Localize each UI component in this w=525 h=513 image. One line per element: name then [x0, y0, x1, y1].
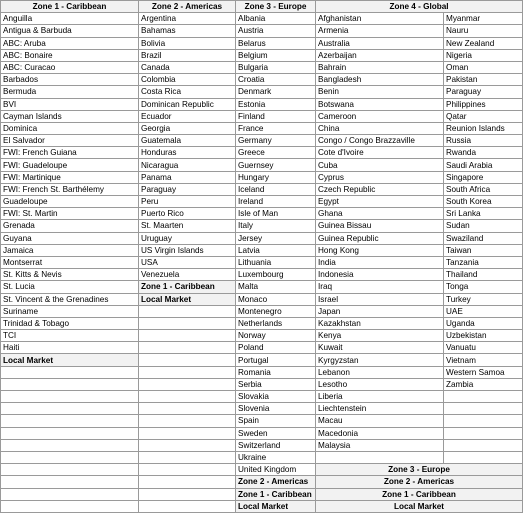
table-row — [1, 415, 523, 427]
zone4-cell: Botswana — [316, 98, 444, 110]
zone1-cell: St. Vincent & the Grenadines — [1, 293, 139, 305]
zone4-cell: Egypt — [316, 196, 444, 208]
zone3-cell: Bulgaria — [236, 61, 316, 73]
zone4-cell: Singapore — [444, 171, 523, 183]
zone4-cell: Malaysia — [316, 439, 444, 451]
zone4-footer-cell: Local Market — [316, 500, 523, 512]
zone2-cell — [139, 464, 236, 476]
zone4-cell: South Africa — [444, 183, 523, 195]
zone4-cell: Liechtenstein — [316, 403, 444, 415]
table-row — [1, 317, 523, 329]
zone4-cell: Uzbekistan — [444, 330, 523, 342]
zone2-cell: Puerto Rico — [139, 208, 236, 220]
zone4-cell: Kazakhstan — [316, 317, 444, 329]
table-row — [1, 37, 523, 49]
zone4-cell: Guinea Republic — [316, 232, 444, 244]
zone3-cell: Isle of Man — [236, 208, 316, 220]
zone4-cell — [444, 439, 523, 451]
table-row — [1, 500, 523, 512]
zone3-cell: Sweden — [236, 427, 316, 439]
table-row — [1, 208, 523, 220]
table-row — [1, 476, 523, 488]
zone2-cell: Argentina — [139, 13, 236, 25]
table-row — [1, 269, 523, 281]
zone2-cell: Bolivia — [139, 37, 236, 49]
zone4-cell: Qatar — [444, 110, 523, 122]
table-row — [1, 220, 523, 232]
zone1-cell: ABC: Curacao — [1, 61, 139, 73]
zone4-cell: Nauru — [444, 25, 523, 37]
zone2-cell: Georgia — [139, 122, 236, 134]
zone2-cell — [139, 415, 236, 427]
zone4-cell: Zambia — [444, 378, 523, 390]
zone4-cell: Indonesia — [316, 269, 444, 281]
zone4-cell: Israel — [316, 293, 444, 305]
zone1-cell: Bermuda — [1, 86, 139, 98]
zone2-cell: Honduras — [139, 147, 236, 159]
table-row — [1, 342, 523, 354]
zone2-cell: Costa Rica — [139, 86, 236, 98]
zone1-cell — [1, 476, 139, 488]
zone3-cell: Slovenia — [236, 403, 316, 415]
zone3-cell: Zone 2 - Americas — [236, 476, 316, 488]
zone1-cell: FWI: Guadeloupe — [1, 159, 139, 171]
zone4-footer-cell: Zone 2 - Americas — [316, 476, 523, 488]
table-row — [1, 171, 523, 183]
zone2-cell — [139, 391, 236, 403]
table-row — [1, 330, 523, 342]
zone4-cell — [444, 427, 523, 439]
zone3-cell: Croatia — [236, 74, 316, 86]
table-row — [1, 183, 523, 195]
zone2-cell: Peru — [139, 196, 236, 208]
zone1-cell: Cayman Islands — [1, 110, 139, 122]
zone2-cell: Local Market — [139, 293, 236, 305]
zone3-cell: Monaco — [236, 293, 316, 305]
zone3-cell: Guernsey — [236, 159, 316, 171]
zone3-cell: Greece — [236, 147, 316, 159]
zone3-cell: Latvia — [236, 244, 316, 256]
zone4-cell: Tonga — [444, 281, 523, 293]
zone2-cell: St. Maarten — [139, 220, 236, 232]
zone4-cell: Lebanon — [316, 366, 444, 378]
zone2-cell: Canada — [139, 61, 236, 73]
zone1-cell — [1, 439, 139, 451]
zone1-cell: FWI: French Guiana — [1, 147, 139, 159]
zone4-cell: Ghana — [316, 208, 444, 220]
zone4-cell: Vanuatu — [444, 342, 523, 354]
zone2-cell: Dominican Republic — [139, 98, 236, 110]
table-row — [1, 110, 523, 122]
zone1-cell: Barbados — [1, 74, 139, 86]
zone4-cell: Macau — [316, 415, 444, 427]
zone4-cell: Rwanda — [444, 147, 523, 159]
zone4-cell: Saudi Arabia — [444, 159, 523, 171]
zone2-cell: Bahamas — [139, 25, 236, 37]
zone4-cell: India — [316, 256, 444, 268]
zone1-cell: St. Kitts & Nevis — [1, 269, 139, 281]
zone4-cell — [444, 403, 523, 415]
zone3-cell: Italy — [236, 220, 316, 232]
table-row — [1, 25, 523, 37]
zone1-cell — [1, 415, 139, 427]
zone2-cell: USA — [139, 256, 236, 268]
zone4-cell: Philippines — [444, 98, 523, 110]
zone2-cell — [139, 366, 236, 378]
zone2-header: Zone 2 - Americas — [139, 1, 236, 13]
table-row — [1, 256, 523, 268]
zone1-cell — [1, 378, 139, 390]
zone4-cell: Turkey — [444, 293, 523, 305]
zone2-cell: Uruguay — [139, 232, 236, 244]
zone3-header: Zone 3 - Europe — [236, 1, 316, 13]
zone1-cell: FWI: French St. Barthélemy — [1, 183, 139, 195]
zone2-cell: Panama — [139, 171, 236, 183]
zone2-cell — [139, 305, 236, 317]
zone3-cell: Germany — [236, 135, 316, 147]
zone4-cell: Congo / Congo Brazzaville — [316, 135, 444, 147]
zone1-cell: Guyana — [1, 232, 139, 244]
zone1-cell: FWI: St. Martin — [1, 208, 139, 220]
zone4-cell — [444, 415, 523, 427]
zone1-cell — [1, 488, 139, 500]
table-row — [1, 135, 523, 147]
zone4-cell: Guinea Bissau — [316, 220, 444, 232]
table-row — [1, 488, 523, 500]
zone2-cell: US Virgin Islands — [139, 244, 236, 256]
zone4-footer-cell: Zone 3 - Europe — [316, 464, 523, 476]
zone4-cell: Australia — [316, 37, 444, 49]
zone3-cell: Spain — [236, 415, 316, 427]
zone1-cell: Trinidad & Tobago — [1, 317, 139, 329]
zone2-cell — [139, 354, 236, 366]
zone4-cell: Bangladesh — [316, 74, 444, 86]
zone4-cell: Oman — [444, 61, 523, 73]
zone3-cell: Estonia — [236, 98, 316, 110]
zone4-cell: Azerbaijan — [316, 49, 444, 61]
zone1-cell: BVI — [1, 98, 139, 110]
table-row — [1, 147, 523, 159]
table-row — [1, 61, 523, 73]
zone1-cell: Grenada — [1, 220, 139, 232]
zone3-cell: Norway — [236, 330, 316, 342]
zone1-cell: Guadeloupe — [1, 196, 139, 208]
zone2-cell — [139, 488, 236, 500]
zone4-cell: Thailand — [444, 269, 523, 281]
zone1-cell — [1, 451, 139, 463]
zone1-cell: ABC: Bonaire — [1, 49, 139, 61]
zone2-cell — [139, 378, 236, 390]
zone1-cell — [1, 403, 139, 415]
zone2-cell: Venezuela — [139, 269, 236, 281]
table-row — [1, 74, 523, 86]
zone1-cell — [1, 391, 139, 403]
zone4-cell: Sri Lanka — [444, 208, 523, 220]
zone1-cell: Haiti — [1, 342, 139, 354]
table-row — [1, 13, 523, 25]
table-row — [1, 427, 523, 439]
header-row — [1, 1, 523, 13]
table-row — [1, 391, 523, 403]
zone3-cell: Denmark — [236, 86, 316, 98]
table-row — [1, 244, 523, 256]
zone4-header: Zone 4 - Global — [316, 1, 523, 13]
zone3-cell: Austria — [236, 25, 316, 37]
table-row — [1, 354, 523, 366]
zone4-cell: South Korea — [444, 196, 523, 208]
zone3-cell: Albania — [236, 13, 316, 25]
zone4-cell: Paraguay — [444, 86, 523, 98]
zone4-cell: Russia — [444, 135, 523, 147]
zone3-cell: Malta — [236, 281, 316, 293]
zone2-cell — [139, 342, 236, 354]
zone4-cell: Cameroon — [316, 110, 444, 122]
zone3-cell: Iceland — [236, 183, 316, 195]
zone1-cell: Anguilla — [1, 13, 139, 25]
zone1-cell: Local Market — [1, 354, 139, 366]
zone4-cell: Czech Republic — [316, 183, 444, 195]
zone3-cell: Switzerland — [236, 439, 316, 451]
zone3-cell: United Kingdom — [236, 464, 316, 476]
zone4-cell: Iraq — [316, 281, 444, 293]
zone4-cell: Cuba — [316, 159, 444, 171]
zone1-cell: Suriname — [1, 305, 139, 317]
zone1-cell — [1, 500, 139, 512]
zone2-cell — [139, 330, 236, 342]
table-row — [1, 293, 523, 305]
zone3-cell: Ukraine — [236, 451, 316, 463]
zone2-cell — [139, 427, 236, 439]
zone4-cell — [316, 451, 444, 463]
zone4-cell: Pakistan — [444, 74, 523, 86]
zone4-cell: China — [316, 122, 444, 134]
zone3-cell: Local Market — [236, 500, 316, 512]
zone4-footer-cell: Zone 1 - Caribbean — [316, 488, 523, 500]
zone3-cell: Belarus — [236, 37, 316, 49]
zone3-cell: Serbia — [236, 378, 316, 390]
zone1-cell — [1, 464, 139, 476]
zone4-cell: Japan — [316, 305, 444, 317]
zone2-cell: Brazil — [139, 49, 236, 61]
table-row — [1, 98, 523, 110]
zone3-cell: Belgium — [236, 49, 316, 61]
zone1-cell — [1, 366, 139, 378]
zone3-cell: Slovakia — [236, 391, 316, 403]
zone2-cell — [139, 439, 236, 451]
zone1-cell: Jamaica — [1, 244, 139, 256]
zone2-cell: Zone 1 - Caribbean — [139, 281, 236, 293]
zone4-cell: Myanmar — [444, 13, 523, 25]
zone1-cell: Dominica — [1, 122, 139, 134]
zone4-cell: Liberia — [316, 391, 444, 403]
zone2-cell — [139, 451, 236, 463]
table-row — [1, 196, 523, 208]
zone2-cell: Colombia — [139, 74, 236, 86]
zone3-cell: France — [236, 122, 316, 134]
zone4-cell: Kuwait — [316, 342, 444, 354]
zone3-cell: Netherlands — [236, 317, 316, 329]
zone4-cell: Kyrgyzstan — [316, 354, 444, 366]
zone3-cell: Hungary — [236, 171, 316, 183]
zone4-cell — [444, 451, 523, 463]
table-row — [1, 86, 523, 98]
zone4-cell: Armenia — [316, 25, 444, 37]
zone4-cell: Swaziland — [444, 232, 523, 244]
zone4-cell: Western Samoa — [444, 366, 523, 378]
zone1-cell: FWI: Martinique — [1, 171, 139, 183]
zone3-cell: Ireland — [236, 196, 316, 208]
zone2-cell — [139, 476, 236, 488]
table-row — [1, 378, 523, 390]
zone4-cell: Cyprus — [316, 171, 444, 183]
zone2-cell — [139, 317, 236, 329]
zone1-cell: Antigua & Barbuda — [1, 25, 139, 37]
zones-body — [1, 13, 523, 513]
zone1-cell: Montserrat — [1, 256, 139, 268]
zone4-cell: Taiwan — [444, 244, 523, 256]
zone4-cell: Tanzania — [444, 256, 523, 268]
zone2-cell: Ecuador — [139, 110, 236, 122]
zone3-cell: Lithuania — [236, 256, 316, 268]
table-row — [1, 451, 523, 463]
zone4-cell: Vietnam — [444, 354, 523, 366]
zone1-cell: TCI — [1, 330, 139, 342]
zone4-cell: Hong Kong — [316, 244, 444, 256]
zone4-cell: Lesotho — [316, 378, 444, 390]
table-row — [1, 159, 523, 171]
zone1-cell: ABC: Aruba — [1, 37, 139, 49]
table-row — [1, 464, 523, 476]
zone2-cell: Guatemala — [139, 135, 236, 147]
zone1-header: Zone 1 - Caribbean — [1, 1, 139, 13]
zone3-cell: Zone 1 - Caribbean — [236, 488, 316, 500]
zone1-cell: El Salvador — [1, 135, 139, 147]
table-row — [1, 439, 523, 451]
zone4-cell: Reunion Islands — [444, 122, 523, 134]
zone2-cell: Nicaragua — [139, 159, 236, 171]
zone4-cell: Nigeria — [444, 49, 523, 61]
zone4-cell: New Zealand — [444, 37, 523, 49]
zone4-cell: Cote d'Ivoire — [316, 147, 444, 159]
zone4-cell: Uganda — [444, 317, 523, 329]
zone1-cell: St. Lucia — [1, 281, 139, 293]
zone2-cell — [139, 403, 236, 415]
zone4-cell: Bahrain — [316, 61, 444, 73]
table-row — [1, 281, 523, 293]
table-row — [1, 232, 523, 244]
zone4-cell: UAE — [444, 305, 523, 317]
zone3-cell: Jersey — [236, 232, 316, 244]
table-row — [1, 366, 523, 378]
zone4-cell: Macedonia — [316, 427, 444, 439]
zone3-cell: Montenegro — [236, 305, 316, 317]
zone3-cell: Finland — [236, 110, 316, 122]
table-row — [1, 122, 523, 134]
zone4-cell: Sudan — [444, 220, 523, 232]
zone4-cell: Benin — [316, 86, 444, 98]
zone3-cell: Luxembourg — [236, 269, 316, 281]
zone2-cell — [139, 500, 236, 512]
zone3-cell: Poland — [236, 342, 316, 354]
zone4-cell: Kenya — [316, 330, 444, 342]
zone2-cell: Paraguay — [139, 183, 236, 195]
table-row — [1, 403, 523, 415]
zone3-cell: Romania — [236, 366, 316, 378]
zone4-cell: Afghanistan — [316, 13, 444, 25]
zone3-cell: Portugal — [236, 354, 316, 366]
zone1-cell — [1, 427, 139, 439]
table-row — [1, 49, 523, 61]
table-row — [1, 305, 523, 317]
zone4-cell — [444, 391, 523, 403]
